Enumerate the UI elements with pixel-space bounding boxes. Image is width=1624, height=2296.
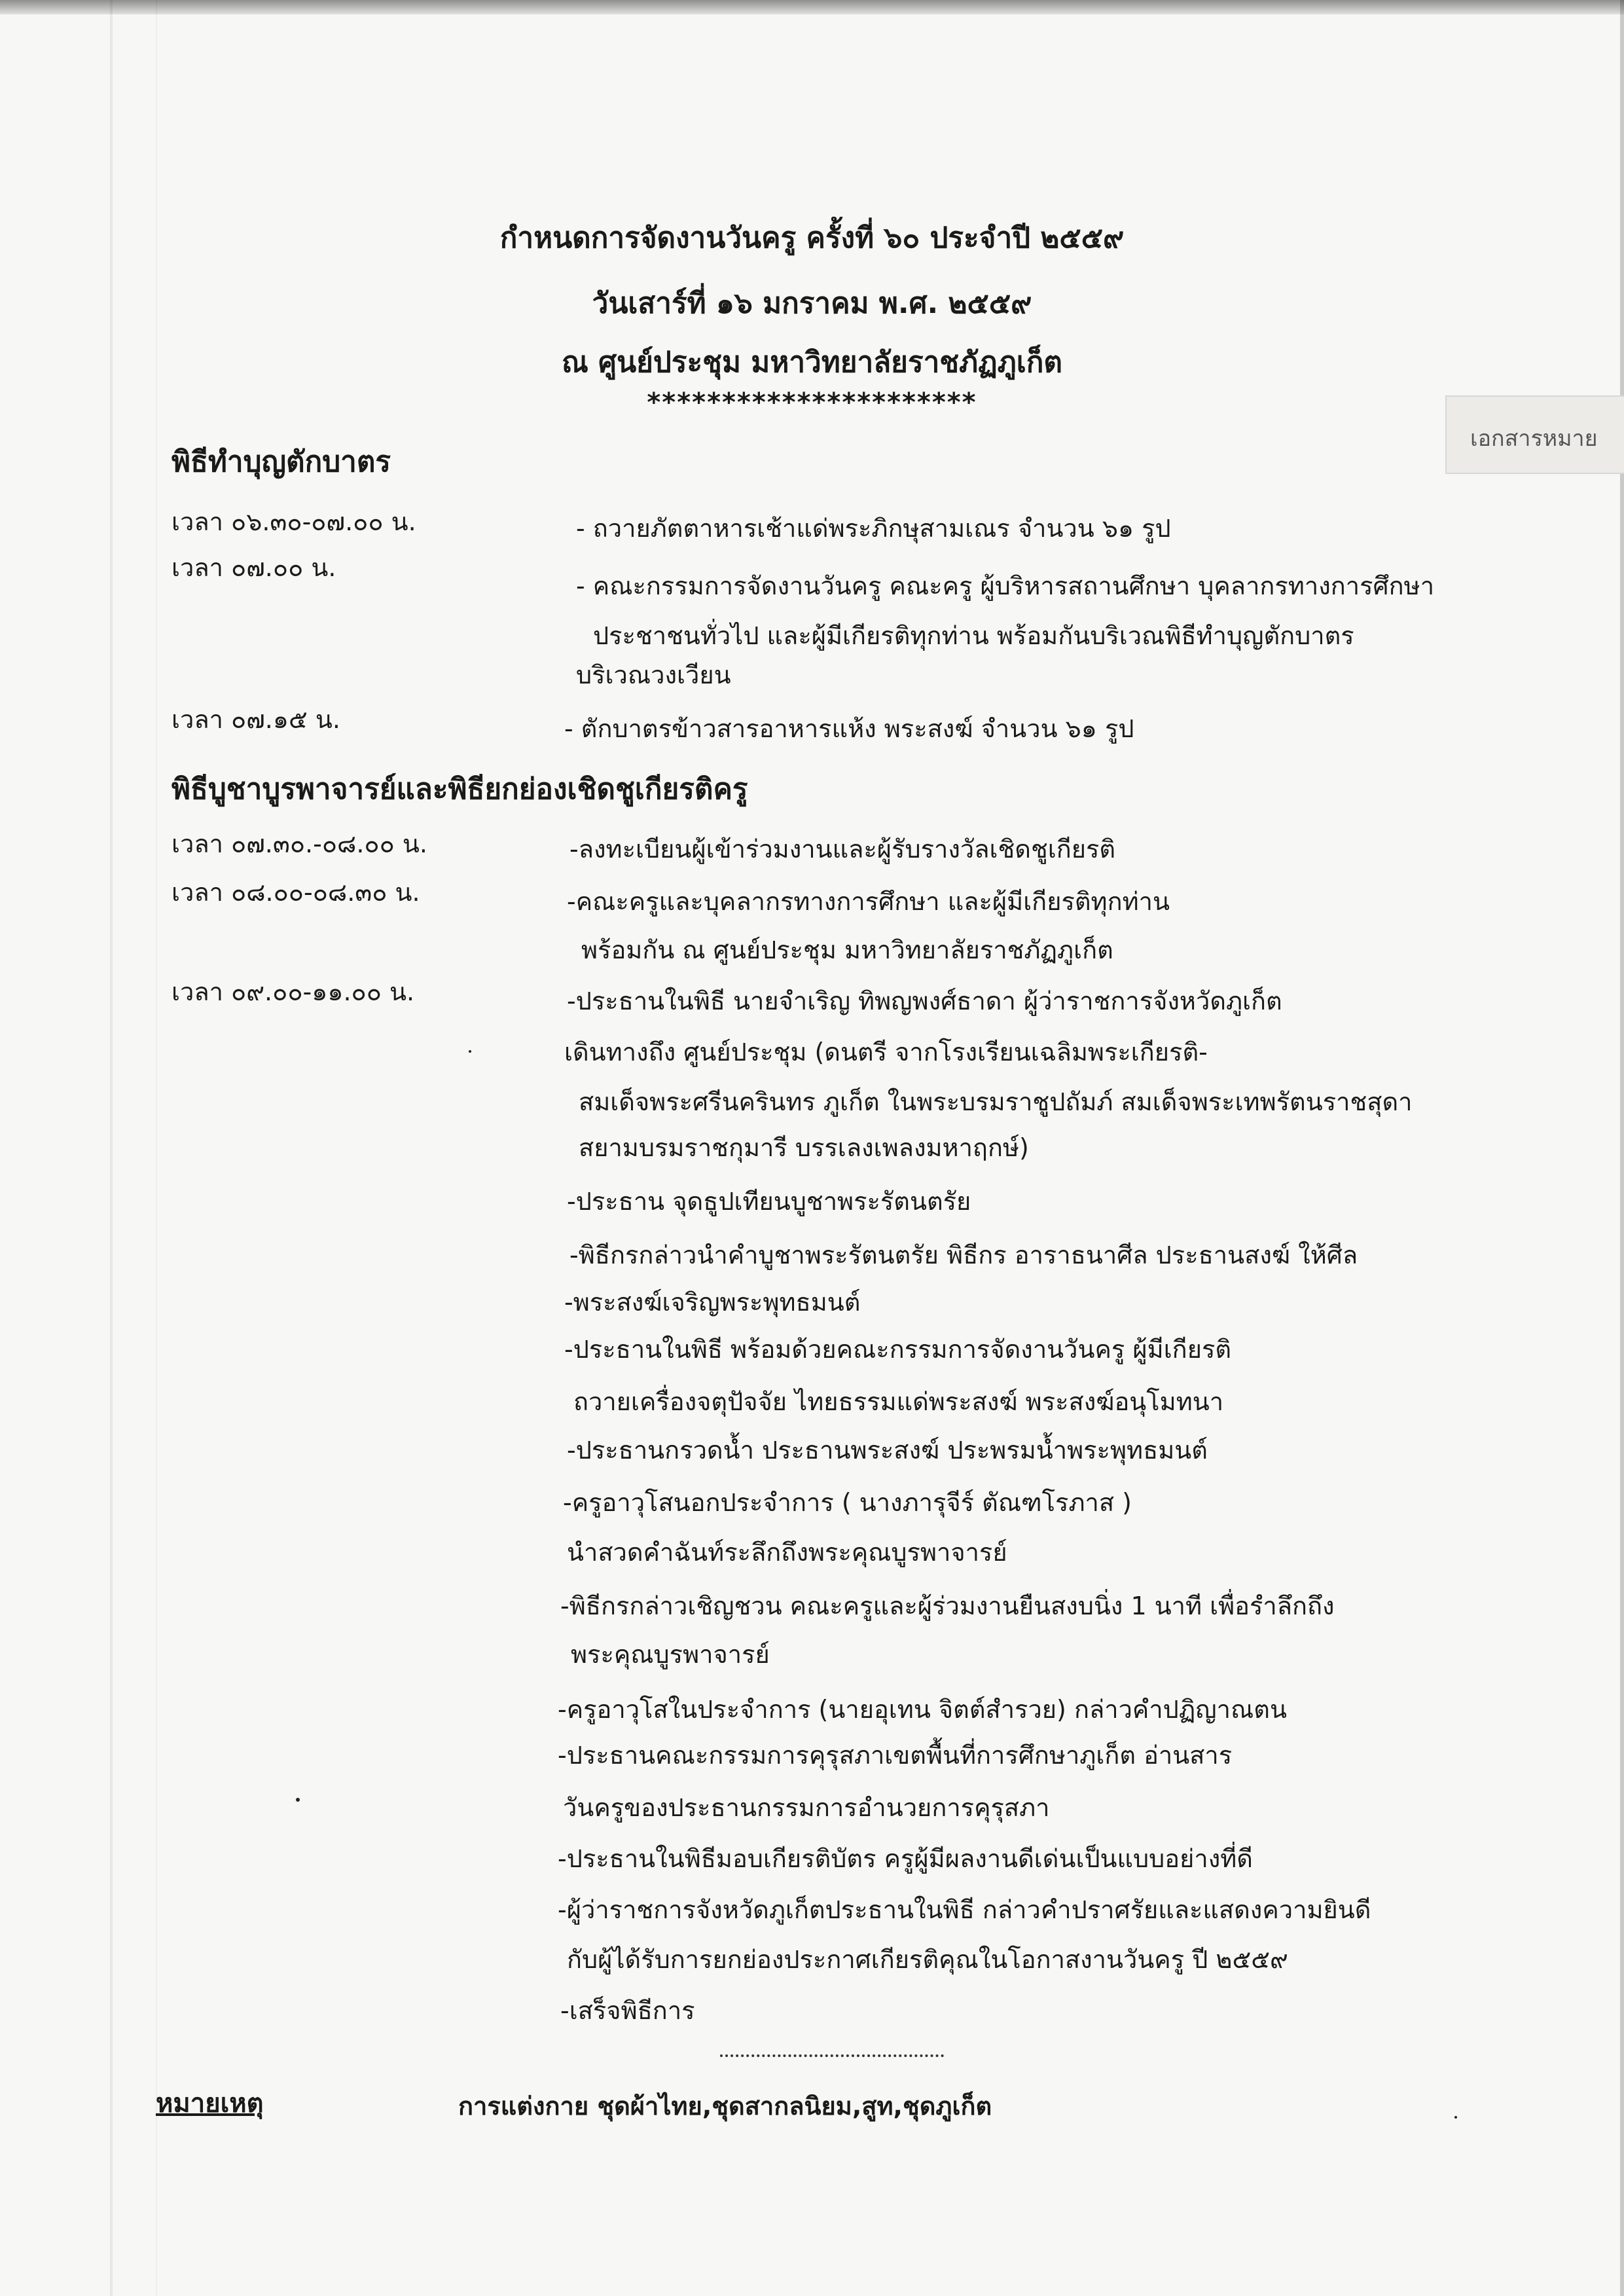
schedule-line: -ประธานในพิธี พร้อมด้วยคณะกรรมการจัดงานวันครู ผู้มีเกียรติ <box>564 1335 1232 1364</box>
section-title-merit-making: พิธีทำบุญตักบาตร <box>171 445 391 479</box>
schedule-time: เวลา ๐๗.๑๕ น. <box>171 705 340 734</box>
schedule-line: -พระสงฆ์เจริญพระพุทธมนต์ <box>564 1288 861 1317</box>
schedule-line: -ลงทะเบียนผู้เข้าร่วมงานและผู้รับรางวัลเชิดชูเกียรติ <box>569 835 1116 864</box>
document-stamp: เอกสารหมาย <box>1445 395 1624 474</box>
schedule-line: กับผู้ได้รับการยกย่องประกาศเกียรติคุณในโอกาสงานวันครู ปี ๒๕๕๙ <box>567 1945 1288 1974</box>
schedule-line: - คณะกรรมการจัดงานวันครู คณะครู ผู้บริหารสถานศึกษา บุคลากรทางการศึกษา <box>576 572 1435 600</box>
schedule-line: ถวายเครื่องจตุปัจจัย ไทยธรรมแด่พระสงฆ์ พระสงฆ์อนุโมทนา <box>573 1387 1224 1416</box>
schedule-line: -ผู้ว่าราชการจังหวัดภูเก็ตประธานในพิธี กล่าวคำปราศรัยและแสดงความยินดี <box>558 1895 1371 1924</box>
schedule-time: เวลา ๐๖.๓๐-๐๗.๐๐ น. <box>171 507 416 536</box>
schedule-line: -ครูอาวุโสในประจำการ (นายอุเทน จิตต์สำรวย) กล่าวคำปฏิญาณตน <box>558 1695 1287 1724</box>
schedule-line: -ประธานคณะกรรมการคุรุสภาเขตพื้นที่การศึกษาภูเก็ต อ่านสาร <box>558 1741 1233 1770</box>
schedule-line: เดินทางถึง ศูนย์ประชุม (ดนตรี จากโรงเรียนเฉลิมพระเกียรติ- <box>564 1038 1208 1066</box>
schedule-line: พระคุณบูรพาจารย์ <box>571 1640 770 1669</box>
schedule-line: -พิธีกรกล่าวเชิญชวน คณะครูและผู้ร่วมงานยืนสงบนิ่ง 1 นาที เพื่อรำลึกถึง <box>560 1592 1335 1620</box>
schedule-line: -เสร็จพิธีการ <box>560 1996 695 2025</box>
schedule-line: นำสวดคำฉันท์ระลึกถึงพระคุณบูรพาจารย์ <box>567 1538 1007 1567</box>
schedule-line: -ประธาน จุดธูปเทียนบูชาพระรัตนตรัย <box>567 1187 971 1216</box>
schedule-line: -พิธีกรกล่าวนำคำบูชาพระรัตนตรัย พิธีกร อาราธนาศีล ประธานสงฆ์ ให้ศีล <box>569 1241 1358 1269</box>
schedule-line: สยามบรมราชกุมารี บรรเลงเพลงมหาฤกษ์) <box>579 1133 1029 1162</box>
schedule-line: วันครูของประธานกรรมการอำนวยการคุรุสภา <box>563 1793 1050 1822</box>
schedule-time: เวลา ๐๘.๐๐-๐๘.๓๐ น. <box>171 878 420 907</box>
schedule-time: เวลา ๐๗.๓๐.-๐๘.๐๐ น. <box>171 829 427 858</box>
dotted-separator <box>720 2054 944 2057</box>
schedule-line: ประชาชนทั่วไป และผู้มีเกียรติทุกท่าน พร้อมกันบริเวณพิธีทำบุญตักบาตร <box>593 621 1354 650</box>
scan-speck <box>1454 2116 1457 2119</box>
note-text: การแต่งกาย ชุดผ้าไทย,ชุดสากลนิยม,สูท,ชุดภูเก็ต <box>458 2092 992 2121</box>
scan-speck <box>469 1050 471 1053</box>
schedule-line: - ถวายภัตตาหารเช้าแด่พระภิกษุสามเณร จำนวน ๖๑ รูป <box>576 514 1171 543</box>
header-line-2: วันเสาร์ที่ ๑๖ มกราคม พ.ศ. ๒๕๕๙ <box>592 287 1032 320</box>
schedule-line: -ประธานในพิธี นายจำเริญ ทิพญพงศ์ธาดา ผู้ว่าราชการจังหวัดภูเก็ต <box>567 987 1282 1015</box>
schedule-line: -คณะครูและบุคลากรทางการศึกษา และผู้มีเกียรติทุกท่าน <box>567 887 1170 916</box>
header-line-3: ณ ศูนย์ประชุม มหาวิทยาลัยราชภัฏภูเก็ต <box>562 346 1062 379</box>
schedule-line: -ครูอาวุโสนอกประจำการ ( นางภารุจีร์ ตัณฑโรภาส ) <box>563 1488 1132 1517</box>
schedule-line: -ประธานกรวดน้ำ ประธานพระสงฆ์ ประพรมน้ำพระพุทธมนต์ <box>567 1436 1208 1465</box>
schedule-line: สมเด็จพระศรีนครินทร ภูเก็ต ในพระบรมราชูปถัมภ์ สมเด็จพระเทพรัตนราชสุดา <box>579 1087 1413 1116</box>
schedule-line: พร้อมกัน ณ ศูนย์ประชุม มหาวิทยาลัยราชภัฏภูเก็ต <box>581 936 1113 964</box>
schedule-time: เวลา ๐๗.๐๐ น. <box>171 553 336 582</box>
scan-speck <box>296 1798 300 1802</box>
section-title-teacher-ceremony: พิธีบูชาบูรพาจารย์และพิธียกย่องเชิดชูเกียรติครู <box>171 773 748 806</box>
schedule-line: -ประธานในพิธีมอบเกียรติบัตร ครูผู้มีผลงานดีเด่นเป็นแบบอย่างที่ดี <box>558 1844 1253 1873</box>
schedule-line: - ตักบาตรข้าวสารอาหารแห้ง พระสงฆ์ จำนวน ๖๑ รูป <box>564 714 1134 743</box>
schedule-time: เวลา ๐๙.๐๐-๑๑.๐๐ น. <box>171 977 415 1006</box>
scan-top-edge <box>0 0 1624 14</box>
header-separator: ********************** <box>647 388 977 418</box>
header-line-1: กำหนดการจัดงานวันครู ครั้งที่ ๖๐ ประจำปี ๒๕๕๙ <box>499 221 1125 255</box>
note-label: หมายเหตุ <box>156 2088 264 2119</box>
schedule-line: บริเวณวงเวียน <box>576 661 731 689</box>
